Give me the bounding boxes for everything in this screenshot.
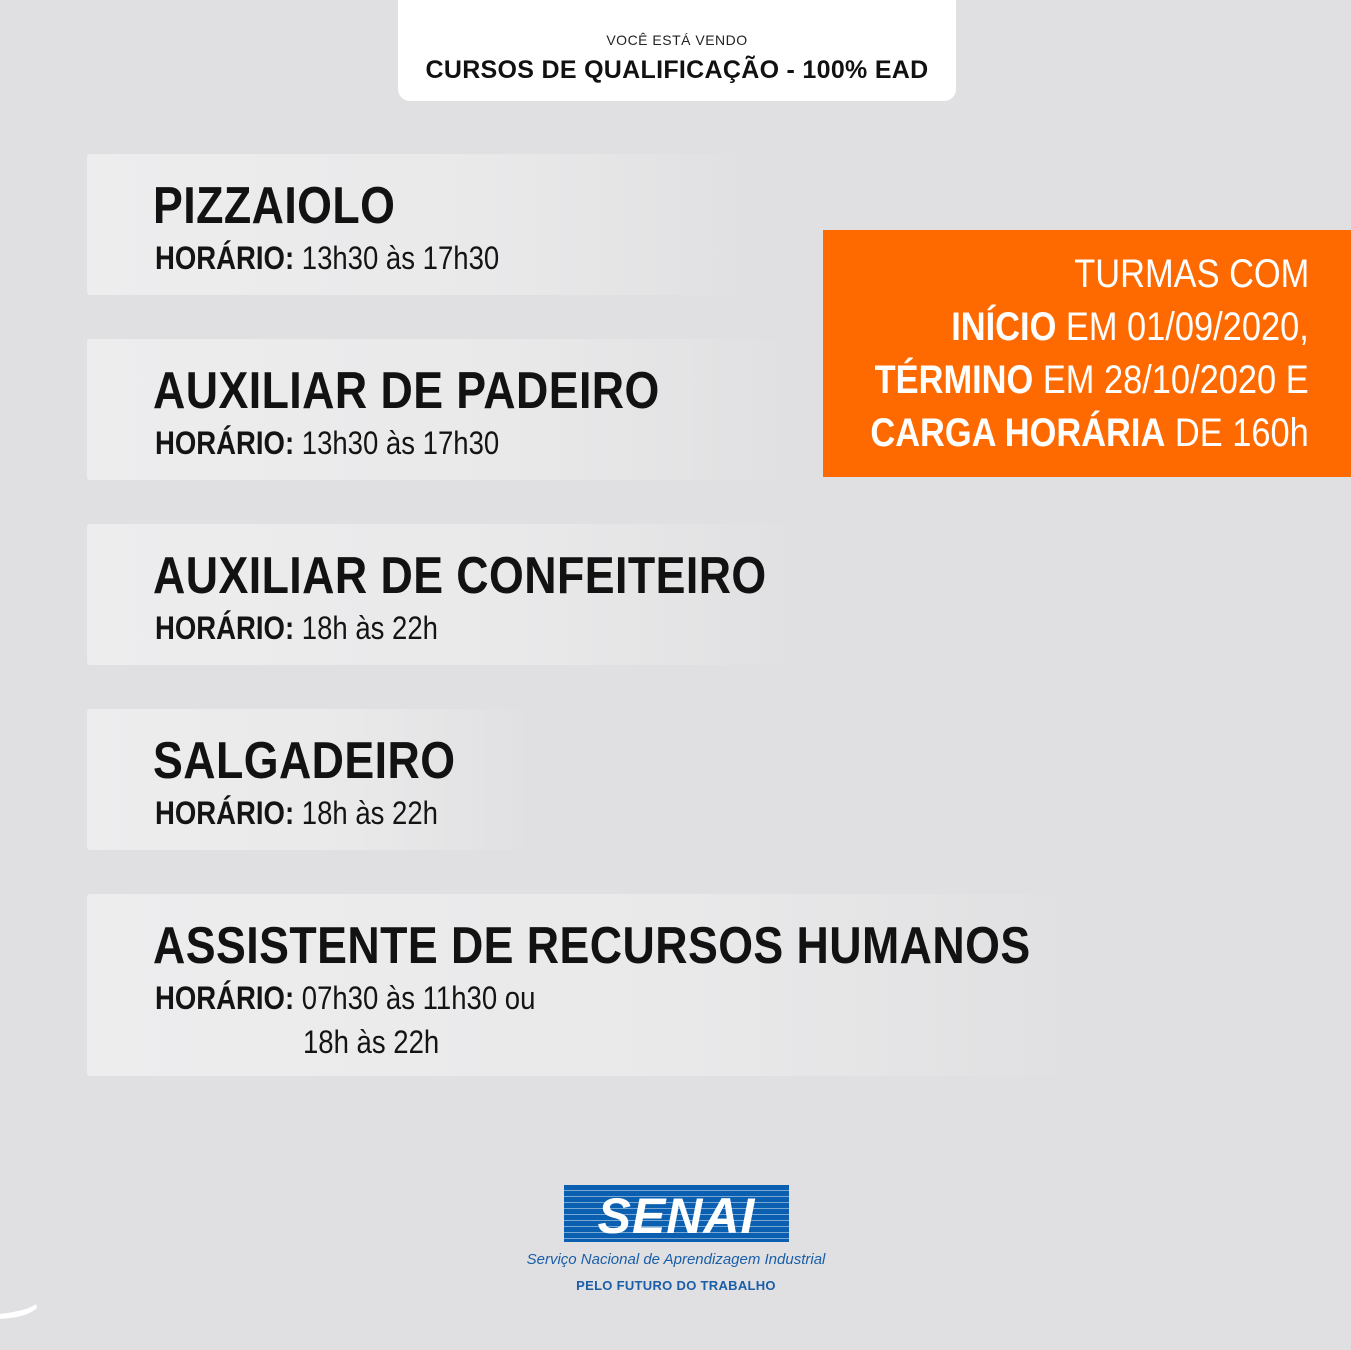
schedule-label: HORÁRIO: (155, 240, 295, 276)
course-name: AUXILIAR DE PADEIRO (153, 362, 660, 420)
course-schedule (155, 610, 438, 647)
course-card-salgadeiro (87, 709, 537, 850)
info-hours-value: DE 160h (1165, 411, 1309, 455)
schedule-value: 13h30 às 17h30 (301, 425, 500, 461)
schedule-value: 07h30 às 11h30 ou (301, 980, 536, 1016)
logo-slogan: PELO FUTURO DO TRABALHO (576, 1278, 776, 1293)
info-start-date: EM 01/09/2020, (1056, 305, 1309, 349)
corner-decoration-icon (0, 1300, 38, 1322)
course-schedule-alt: 18h às 22h (303, 1024, 440, 1060)
info-hours-label: CARGA HORÁRIA (870, 411, 1166, 455)
info-line-2 (951, 305, 1309, 350)
info-end-label: TÉRMINO (874, 358, 1034, 402)
header-kicker: VOCÊ ESTÁ VENDO (606, 32, 748, 48)
course-schedule (155, 795, 438, 832)
course-schedule (155, 240, 499, 277)
course-name: PIZZAIOLO (153, 177, 396, 235)
course-card-assistente-rh (87, 894, 1087, 1076)
course-name: AUXILIAR DE CONFEITEIRO (153, 547, 767, 605)
class-info-box (823, 230, 1351, 477)
header-title: CURSOS DE QUALIFICAÇÃO - 100% EAD (425, 56, 929, 84)
course-schedule (155, 425, 499, 462)
schedule-value: 18h às 22h (301, 795, 438, 831)
course-card-pizzaiolo (87, 154, 757, 295)
course-name: ASSISTENTE DE RECURSOS HUMANOS (153, 917, 1031, 975)
info-line-3 (875, 358, 1309, 403)
schedule-value: 13h30 às 17h30 (301, 240, 500, 276)
course-card-auxiliar-confeiteiro (87, 524, 807, 665)
info-line-4 (871, 411, 1309, 456)
schedule-label: HORÁRIO: (155, 425, 295, 461)
info-line-1: TURMAS COM (1073, 252, 1309, 296)
senai-wordmark-block (564, 1185, 789, 1242)
logo-subtitle: Serviço Nacional de Aprendizagem Industrial (526, 1251, 826, 1268)
header-tab (398, 0, 956, 101)
schedule-value: 18h às 22h (301, 610, 438, 646)
course-card-auxiliar-padeiro (87, 339, 797, 480)
schedule-label: HORÁRIO: (155, 610, 295, 646)
senai-wordmark: SENAI (597, 1188, 756, 1242)
info-end-date: EM 28/10/2020 E (1033, 358, 1309, 402)
schedule-label: HORÁRIO: (155, 795, 295, 831)
schedule-label: HORÁRIO: (155, 980, 295, 1016)
info-start-label: INÍCIO (951, 305, 1057, 349)
course-name: SALGADEIRO (153, 732, 456, 790)
course-schedule (155, 980, 535, 1017)
